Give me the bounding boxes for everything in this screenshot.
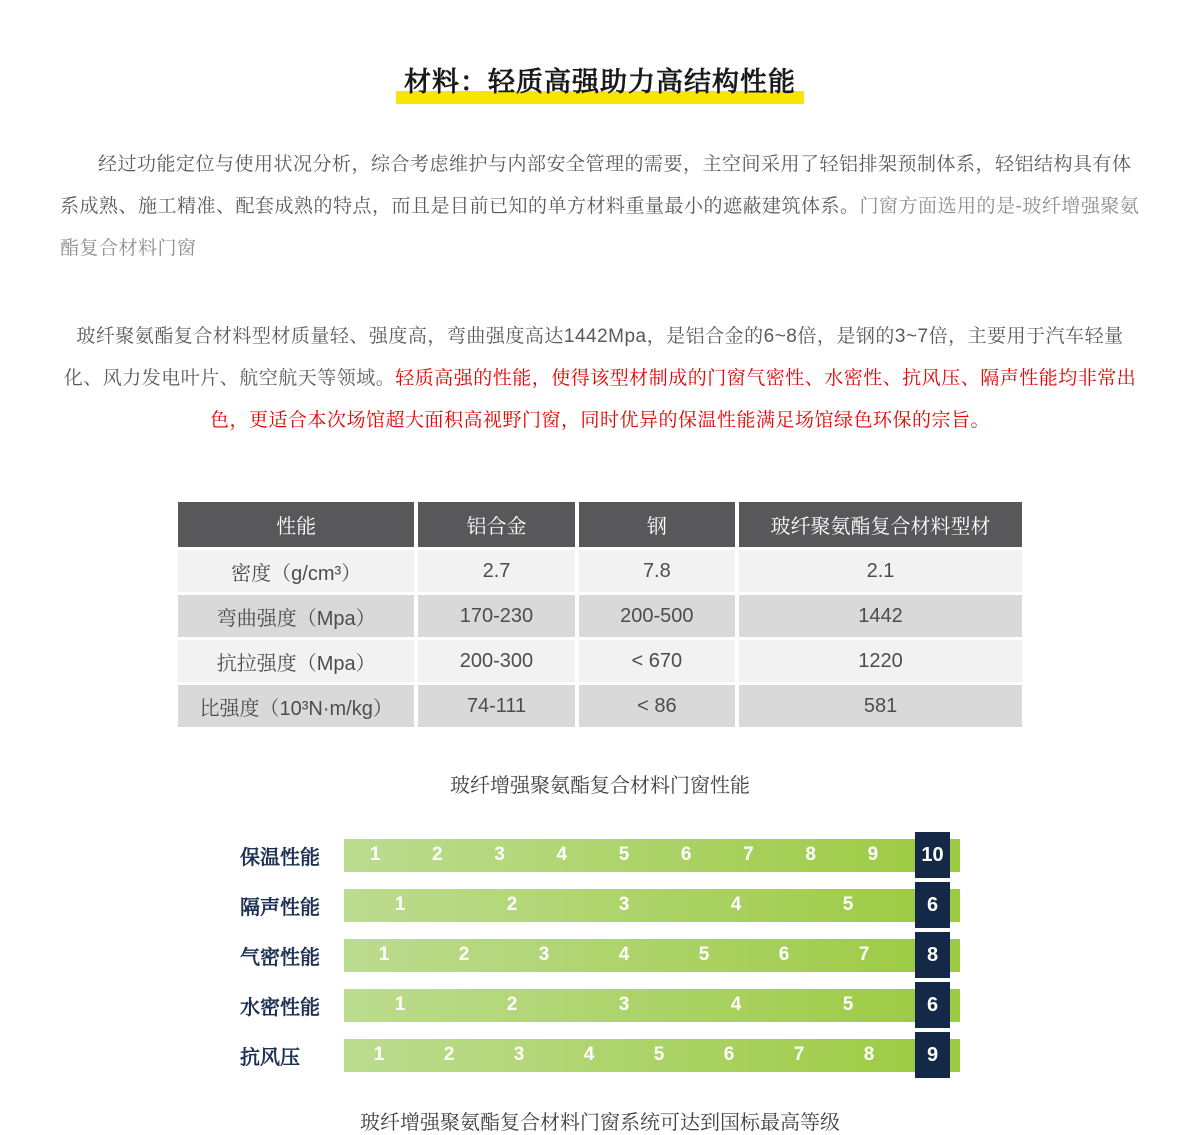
page-title-text: 材料：轻质高强助力高结构性能 (404, 67, 796, 97)
page-header (0, 0, 1200, 100)
table-row (178, 637, 1022, 682)
table-cell: < 670 (575, 637, 735, 682)
rating-bar (344, 939, 960, 972)
rating-value-box: 9 (915, 1032, 950, 1078)
table-cell: 弯曲强度（Mpa） (178, 592, 414, 637)
rating-scale-number: 8 (805, 844, 816, 865)
chart-bar-row (240, 880, 960, 930)
rating-scale-number: 2 (432, 844, 443, 865)
table-cell: 2.7 (414, 547, 574, 592)
paragraph-intro (60, 144, 1140, 270)
chart-caption: 玻纤增强聚氨酯复合材料门窗系统可达到国标最高等级 (360, 1112, 840, 1134)
chart-bar-row (240, 980, 960, 1030)
rating-scale-number: 3 (494, 844, 505, 865)
rating-scale-number: 7 (858, 944, 870, 965)
paragraph-material (60, 316, 1140, 442)
rating-bar (344, 889, 960, 922)
rating-scale-number: 4 (556, 844, 568, 865)
table-cell: 581 (735, 682, 1022, 727)
rating-scale-number: 6 (778, 944, 790, 965)
table-cell: 1220 (735, 637, 1022, 682)
chart-bar-row (240, 1030, 960, 1080)
rating-scale-number: 3 (513, 1044, 525, 1065)
table-row (178, 547, 1022, 592)
table-cell: 抗拉强度（Mpa） (178, 637, 414, 682)
chart-category-label: 气密性能 (240, 946, 320, 969)
table-cell: 1442 (735, 592, 1022, 637)
rating-scale-number: 2 (458, 944, 470, 965)
paragraph-material-emphasis: 轻质高强的性能，使得该型材制成的门窗气密性、水密性、抗风压、隔声性能均非常出色，更适合本次场馆超大面积高视野门窗，同时优异的保温性能满足场馆绿色环保的宗旨。 (209, 368, 1137, 431)
table-cell: 比强度（10³N·m/kg） (178, 682, 414, 727)
table-cell: 7.8 (575, 547, 735, 592)
rating-scale-number: 3 (618, 994, 630, 1015)
rating-scale-number: 2 (443, 1044, 455, 1065)
rating-scale-number: 4 (730, 994, 742, 1015)
chart-category-label: 隔声性能 (240, 896, 320, 919)
rating-scale-number: 5 (842, 994, 854, 1015)
table-header-composite: 玻纤聚氨酯复合材料型材 (735, 502, 1022, 547)
rating-bar (344, 989, 960, 1022)
material-comparison-table (178, 502, 1022, 727)
body-content (60, 144, 1140, 442)
table-cell: 200-300 (414, 637, 574, 682)
rating-scale-number: 1 (394, 894, 406, 915)
rating-scale-number: 4 (618, 944, 630, 965)
rating-scale-number: 2 (506, 894, 518, 915)
table-cell: 200-500 (575, 592, 735, 637)
table-cell: 74-111 (414, 682, 574, 727)
paragraph-material-main: 玻纤聚氨酯复合材料型材质量轻、强度高，弯曲强度高达1442Mpa，是铝合金的6~8倍，是钢的3~7倍，主要用于汽车轻量化、风力发电叶片、航空航天等领域。 (63, 326, 1124, 389)
rating-value-box: 10 (915, 832, 950, 878)
rating-scale-number: 6 (680, 844, 692, 865)
rating-scale-numbers (344, 989, 904, 1022)
rating-scale-number: 5 (842, 894, 854, 915)
chart-category-label: 保温性能 (240, 846, 320, 869)
rating-scale-number: 8 (863, 1044, 875, 1065)
table-header-steel: 钢 (575, 502, 735, 547)
rating-value-box: 6 (915, 882, 950, 928)
rating-scale-number: 2 (506, 994, 518, 1015)
rating-scale-number: 3 (538, 944, 550, 965)
rating-scale-numbers (344, 889, 904, 922)
paragraph-intro-suffix: 门窗方面选用的是-玻纤增强聚氨酯复合材料门窗 (60, 196, 1140, 259)
table-cell: 密度（g/cm³） (178, 547, 414, 592)
table-cell: 170-230 (414, 592, 574, 637)
rating-value-box: 6 (915, 982, 950, 1028)
table-cell: 2.1 (735, 547, 1022, 592)
rating-scale-number: 1 (378, 944, 390, 965)
rating-value-box: 8 (915, 932, 950, 978)
rating-scale-numbers (344, 839, 904, 872)
rating-scale-numbers (344, 1039, 904, 1072)
rating-scale-number: 1 (373, 1044, 385, 1065)
chart-title: 玻纤增强聚氨酯复合材料门窗性能 (450, 775, 750, 797)
table-cell: < 86 (575, 682, 735, 727)
rating-scale-number: 7 (743, 844, 754, 865)
table-header-property: 性能 (178, 502, 414, 547)
rating-scale-number: 5 (618, 844, 630, 865)
table-header-row (178, 502, 1022, 547)
rating-scale-number: 9 (867, 844, 879, 865)
paragraph-intro-main: 经过功能定位与使用状况分析，综合考虑维护与内部安全管理的需要，主空间采用了轻铝排架预制体系，轻铝结构具有体系成熟、施工精准、配套成熟的特点，而且是目前已知的单方材料重量最小的遮蔽建筑体系。 (60, 154, 1132, 217)
chart-category-label: 水密性能 (240, 996, 320, 1019)
chart-bar-row (240, 830, 960, 880)
chart-category-label: 抗风压 (240, 1046, 300, 1069)
page-title (402, 60, 798, 103)
rating-scale-number: 1 (369, 844, 381, 865)
rating-scale-numbers (344, 939, 904, 972)
rating-scale-number: 4 (730, 894, 742, 915)
rating-scale-number: 7 (793, 1044, 805, 1065)
rating-scale-number: 4 (583, 1044, 595, 1065)
rating-scale-number: 1 (394, 994, 406, 1015)
rating-bar (344, 1039, 960, 1072)
chart-bar-row (240, 930, 960, 980)
table-row (178, 592, 1022, 637)
rating-scale-number: 6 (723, 1044, 735, 1065)
rating-scale-number: 5 (653, 1044, 665, 1065)
rating-scale-number: 5 (698, 944, 710, 965)
table-header-aluminum: 铝合金 (414, 502, 574, 547)
rating-bar (344, 839, 960, 872)
rating-scale-number: 3 (618, 894, 630, 915)
performance-rating-chart (240, 830, 960, 1080)
table-row (178, 682, 1022, 727)
